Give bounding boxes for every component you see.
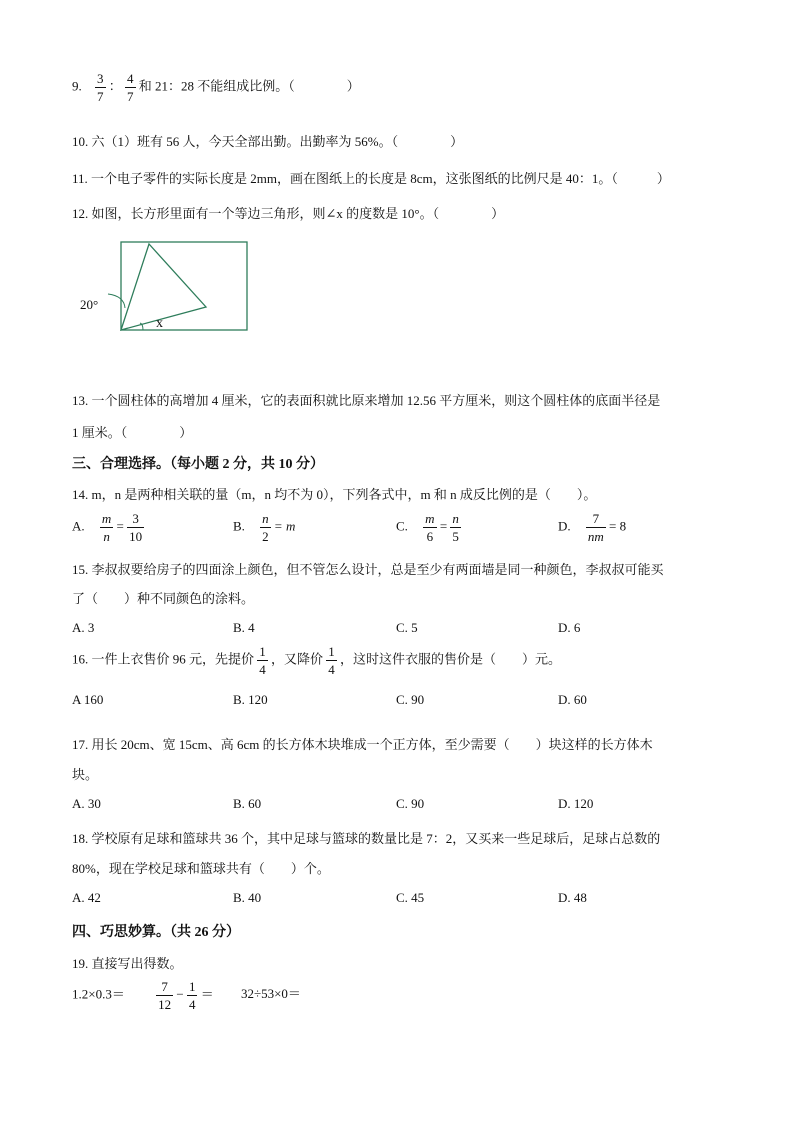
option-c: C. 90	[396, 796, 425, 811]
expression-3: 32÷53×0＝	[240, 986, 301, 1002]
rectangle-triangle-figure	[72, 236, 262, 341]
option-d: D. 120	[558, 796, 594, 811]
question-14: 14. m，n 是两种相关联的量（m，n 均不为 0），下列各式中，m 和 n 成反比例的是（ ）。	[72, 487, 597, 502]
option-b: B. 4	[233, 620, 255, 635]
option-a: A. 42	[72, 890, 101, 905]
fraction: $\frac{1}{4}$	[328, 644, 335, 677]
angle-label-20: 20°	[80, 297, 99, 312]
option-c: C. 5	[396, 620, 418, 635]
fraction: $\frac{4}{7}$	[127, 71, 134, 104]
option-b: B. 120	[233, 692, 268, 707]
option-b: B. 60	[233, 796, 262, 811]
fraction: $\frac{3}{7}$	[97, 71, 104, 104]
expression-1: 1.2×0.3＝	[72, 986, 125, 1002]
option-b: B. $\frac{n}{2}$ = m	[233, 511, 296, 544]
option-a: A. 3	[72, 620, 95, 635]
section-3-title: 三、合理选择。（每小题 2 分，共 10 分）	[72, 457, 324, 472]
option-a: A. $\frac{m}{n}$ = $\frac{3}{10}$	[72, 511, 143, 544]
calculation-row: 1.2×0.3＝ $\frac{7}{12}$ − $\frac{1}{4}$ ＝ 32÷53×0＝	[72, 979, 301, 1012]
section-4-title: 四、巧思妙算。（共 26 分）	[72, 925, 240, 940]
option-d: D. 6	[558, 620, 581, 635]
question-18-line1: 18. 学校原有足球和篮球共 36 个，其中足球与篮球的数量比是 7：2，又买来一些足球后，足球占总数的	[72, 831, 661, 846]
option-d: D. $\frac{7}{nm}$ = 8	[558, 511, 627, 544]
option-c: C. 90	[396, 692, 425, 707]
question-number: 9.	[72, 78, 82, 94]
question-17-line2: 块。	[72, 767, 99, 782]
question-12: 12. 如图，长方形里面有一个等边三角形，则∠x 的度数是 10°。（ ）	[72, 206, 505, 221]
question-11: 11. 一个电子零件的实际长度是 2mm，画在图纸上的长度是 8cm，这张图纸的比例尺是 40：1。（ ）	[72, 171, 670, 186]
fraction: $\frac{1}{4}$	[259, 644, 266, 677]
question-18-line2: 80%，现在学校足球和篮球共有（ ）个。	[72, 861, 330, 876]
option-c: C. 45	[396, 890, 425, 905]
question-10: 10. 六（1）班有 56 人，今天全部出勤。出勤率为 56%。（ ）	[72, 134, 464, 149]
option-a: A. 30	[72, 796, 101, 811]
fraction: $\frac{1}{4}$	[188, 979, 196, 1012]
option-d: D. 48	[558, 890, 587, 905]
question-16: 16. 一件上衣售价 96 元，先提价 $\frac{1}{4}$ ，又降价 $\frac{1}{4}$ ，这时这件衣服的售价是（ ）元。	[72, 644, 562, 677]
question-text: 和 21：28 不能组成比例。（ ）	[138, 78, 360, 94]
option-b: B. 40	[233, 890, 262, 905]
option-a: A 160	[72, 692, 104, 707]
angle-label-x: x	[156, 316, 163, 331]
question-15-line2: 了（ ）种不同颜色的涂料。	[72, 591, 255, 606]
fraction: $\frac{7}{12}$	[158, 979, 172, 1012]
angle-arc	[108, 294, 125, 308]
question-13-line1: 13. 一个圆柱体的高增加 4 厘米，它的表面积就比原来增加 12.56 平方厘米，则这个圆柱体的底面半径是	[72, 393, 661, 408]
question-9: 9. $\frac{3}{7}$ ： $\frac{4}{7}$ 和 21：28 不能组成比例。（ ）	[72, 71, 360, 104]
question-17-line1: 17. 用长 20cm、宽 15cm、高 6cm 的长方体木块堆成一个正方体，至少需要（ ）块这样的长方体木	[72, 737, 653, 752]
option-d: D. 60	[558, 692, 587, 707]
question-13-line2: 1 厘米。（ ）	[72, 425, 193, 440]
rectangle	[121, 242, 247, 330]
option-c: C. $\frac{m}{6}$ = $\frac{n}{5}$	[396, 511, 459, 544]
question-15-line1: 15. 李叔叔要给房子的四面涂上颜色，但不管怎么设计，总是至少有两面墙是同一种颜色，李叔叔可能买	[72, 562, 664, 577]
question-19: 19. 直接写出得数。	[72, 956, 183, 971]
equilateral-triangle	[121, 244, 206, 330]
